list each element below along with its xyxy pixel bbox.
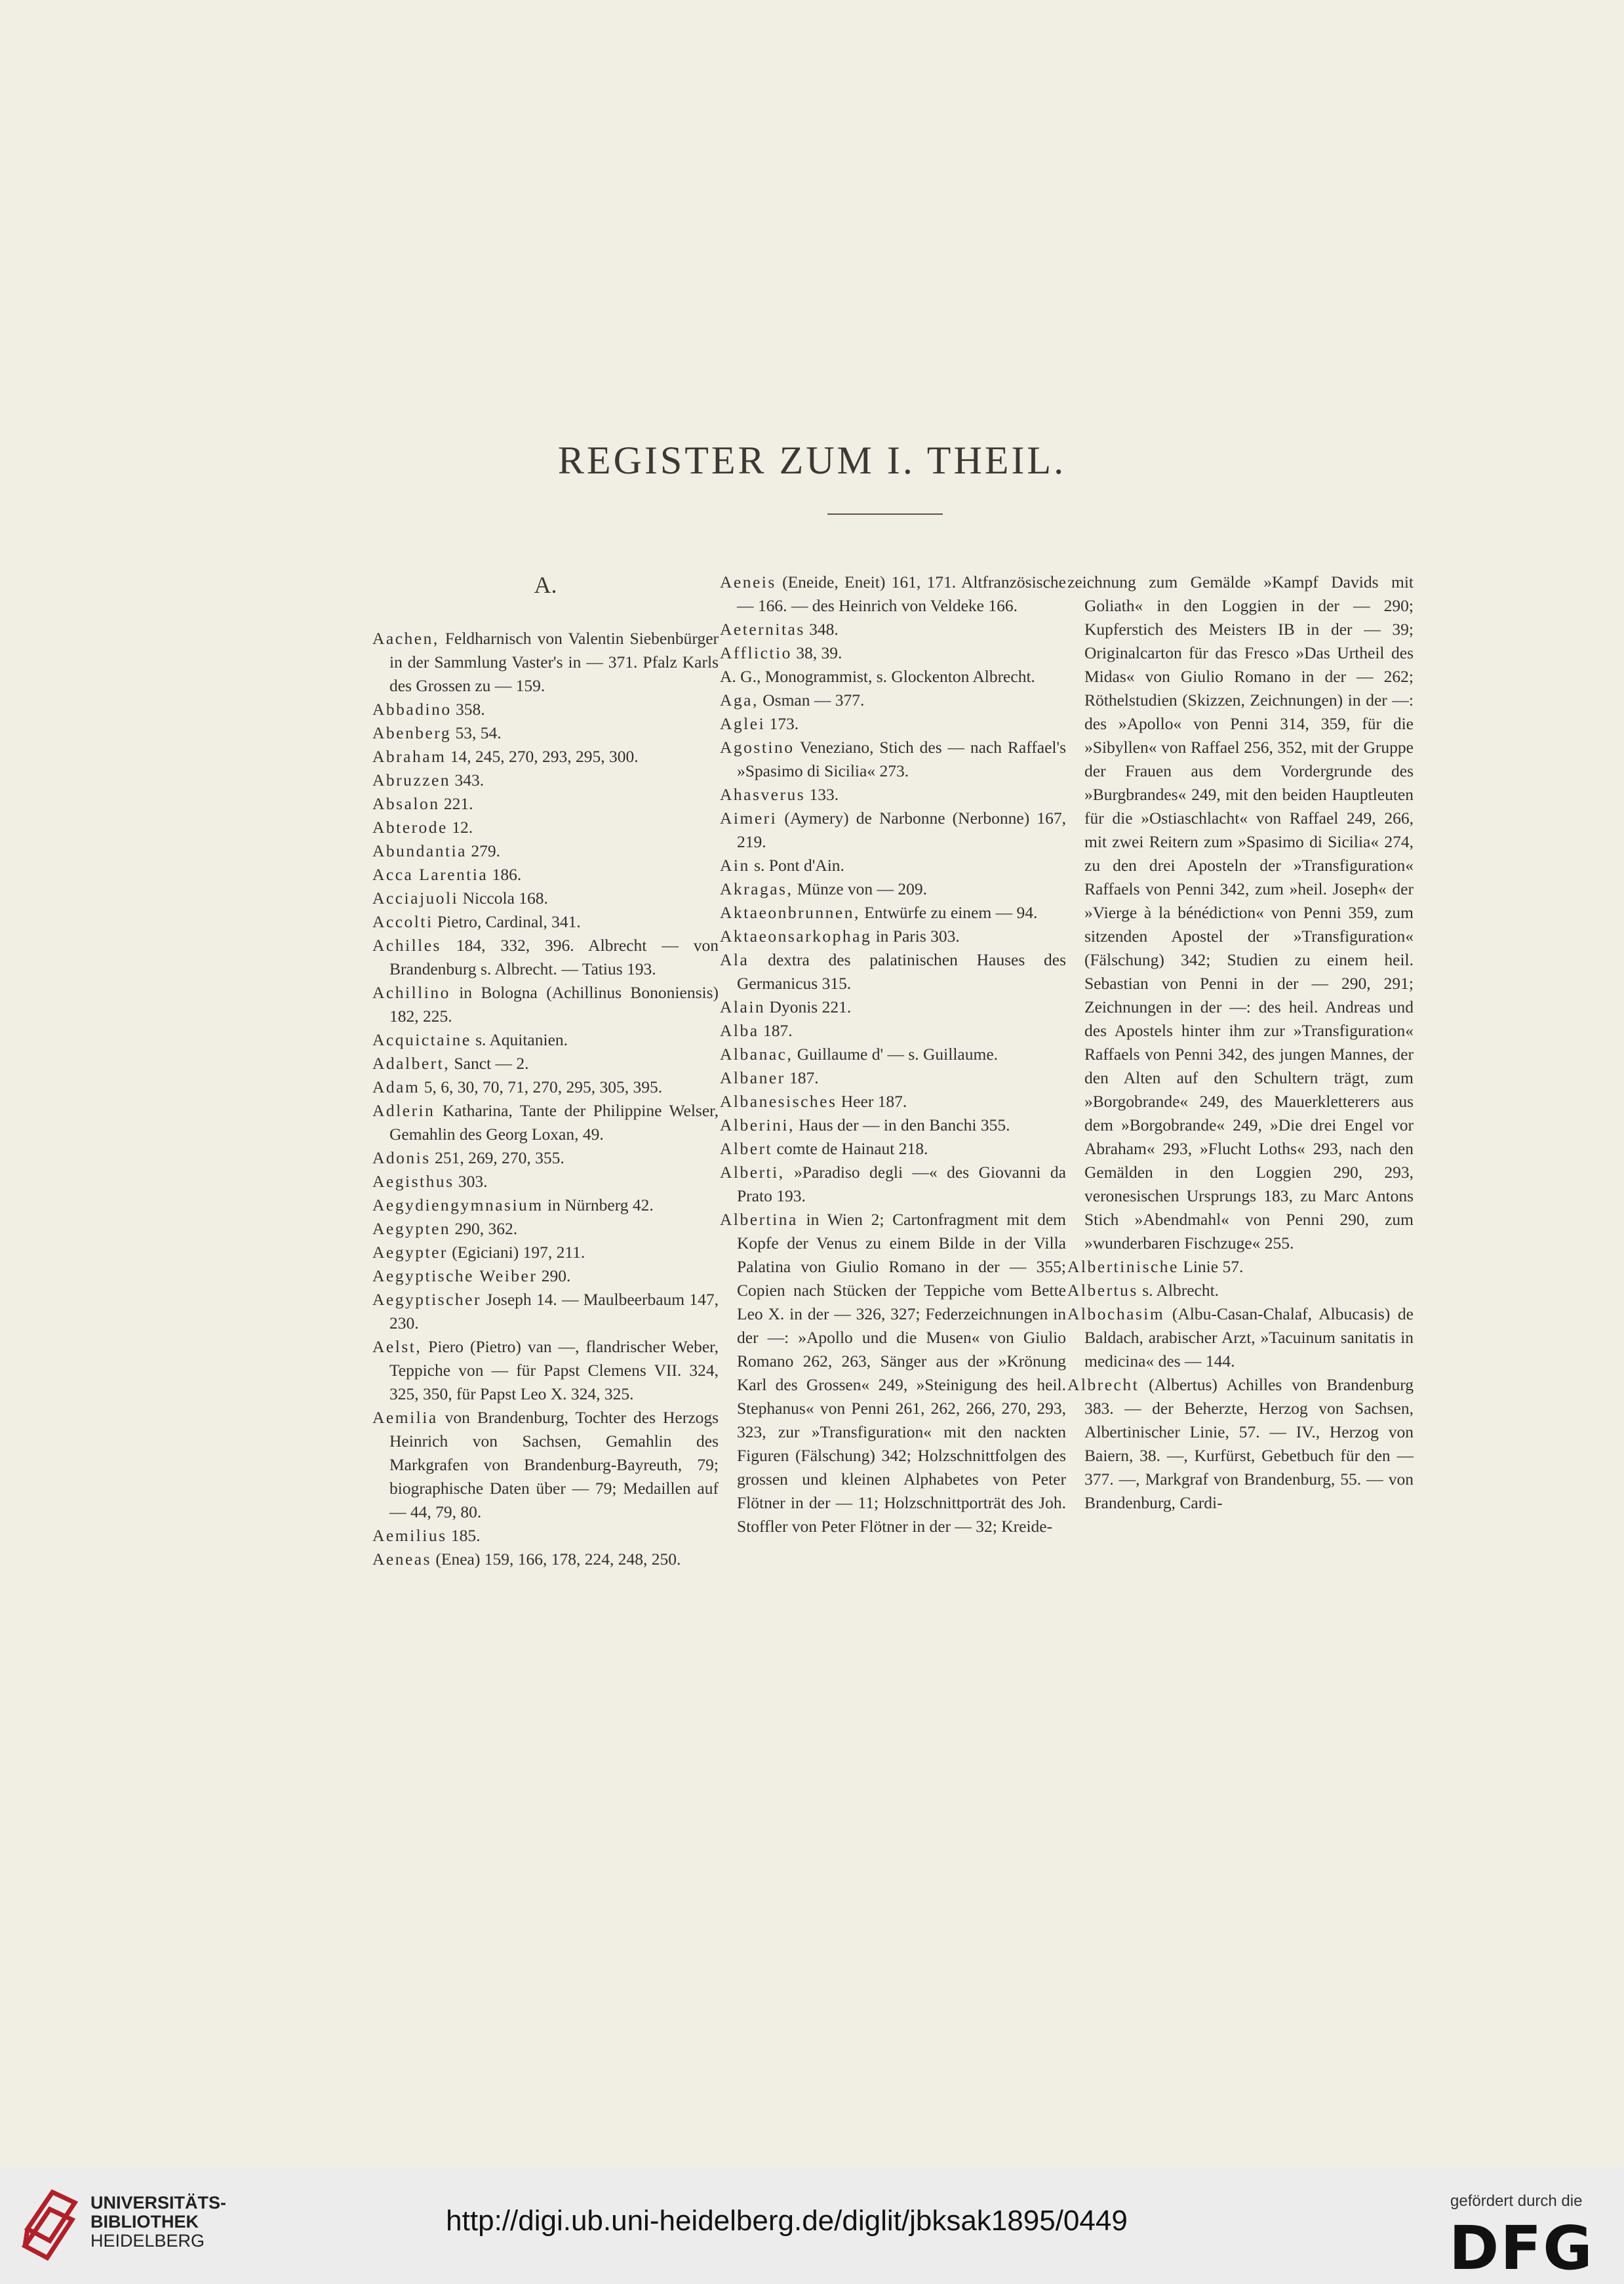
index-entry [372,1335,719,1406]
index-column-3 [1067,571,1414,1515]
index-entry [720,925,1066,948]
university-library-logo-icon [18,2183,81,2268]
index-entry [372,1524,719,1548]
entry-text: s. Aquitanien. [471,1030,568,1049]
index-entry [720,1019,1066,1043]
entry-keyword: Adalbert, [372,1054,450,1073]
entry-keyword: Abenberg [372,723,452,742]
entry-keyword: Ala [720,950,749,969]
index-entry [372,1241,719,1264]
entry-text: 251, 269, 270, 355. [430,1148,564,1167]
entry-keyword: Acciajuoli [372,889,459,908]
entry-keyword: Accolti [372,912,433,931]
index-entry [720,1090,1066,1113]
entry-keyword: Abruzzen [372,771,451,790]
entry-keyword: Aegyptischer [372,1290,481,1309]
entry-keyword: Acquictaine [372,1030,471,1049]
entry-text: 12. [447,818,473,837]
index-entry [372,863,719,887]
entry-text: 184, 332, 396. Albrecht — von Brandenburg s. Albrecht. — Tatius 193. [389,936,719,978]
index-entry [372,1075,719,1099]
index-entry [372,934,719,981]
index-entry [372,745,719,769]
index-entry [372,1217,719,1241]
entry-keyword: Aemilius [372,1526,447,1545]
entry-keyword: Abundantia [372,841,467,860]
index-entry [372,1028,719,1052]
index-entry [720,1066,1066,1090]
permalink-url[interactable]: http://digi.ub.uni-heidelberg.de/diglit/jbksak1895/0449 [446,2205,1128,2237]
entry-text: in Nürnberg 42. [543,1195,654,1214]
entry-text: Münze von — 209. [793,879,928,898]
entry-text: (Albu-Casan-Chalaf, Albucasis) de Baldach, arabischer Arzt, »Tacuinum sanitatis in medicina« des — 144. [1084,1304,1414,1371]
entry-text: Veneziano, Stich des — nach Raffael's »Spasimo di Sicilia« 273. [737,738,1066,780]
library-name [90,2194,226,2251]
section-letter: A. [534,572,557,598]
library-name-line: UNIVERSITÄTS- [90,2193,227,2213]
entry-keyword: Alberini, [720,1115,795,1134]
entry-text: 221. [439,794,473,813]
entry-text: 279. [466,841,500,860]
entry-text: (Enea) 159, 166, 178, 224, 248, 250. [431,1550,681,1569]
index-entry [372,1548,719,1571]
entry-keyword: Ahasverus [720,785,806,804]
index-entry [720,901,1066,925]
entry-text: Entwürfe zu einem — 94. [860,903,1038,922]
entry-text: 14, 245, 270, 293, 295, 300. [446,747,639,766]
index-entry [372,769,719,792]
entry-text: dextra des palatinischen Hauses des Germanicus 315. [737,950,1066,993]
index-entry [720,807,1066,854]
entry-text: zeichnung zum Gemälde »Kampf Davids mit Goliath« in den Loggien in der — 290; Kupferstich des Meisters IB in der — 39; Originalcarton für das Fresco »Das Urtheil des Midas« von Giulio Romano in der — 262; Röthelstudien (Skizzen, Zeichnungen) in der —: des »Apollo« von Penni 314, 359, für die »Sibyllen« von Raffael 256, 352, mit der Gruppe der Frauen aus dem Vordergrunde des »Burgbrandes« 249, mit den beiden Hauptleuten für die »Ostiaschlacht« von Raffael 249, 266, mit zwei Reitern zum »Spasimo di Sicilia« 274, zu den drei Aposteln der »Transfiguration« Raffaels von Penni 342, zum »heil. Joseph« der »Vierge à la bénédiction« von Penni 359, zum sitzenden Apostel der »Transfiguration« (Fälschung) 342; Studien zu einem heil. Sebastian von Penni in der — 290, 291; Zeichnungen in der —: des heil. Andreas und des Apostels hinter ihm zur »Transfiguration« Raffaels von Penni 342, des jungen Mannes, der den Alten auf den Schultern trägt, zum »Borgobrande« 249, des Mauerkletterers aus dem »Borgobrande« 249, »Die drei Engel vor Abraham« 293, »Flucht Loths« 293, nach den Gemälden in den Loggien 290, 293, veronesischen Ursprungs 183, zu Marc Antons Stich »Abendmahl« von Penni 290, zum »wunderbaren Fischzuge« 255. [1067,572,1414,1252]
entry-text: Feldharnisch von Valentin Siebenbürger in der Sammlung Vaster's in — 371. Pfalz Karls des Grossen zu — 159. [389,629,719,695]
entry-keyword: Aegypten [372,1219,451,1238]
index-entry [372,627,719,698]
entry-keyword: Aktaeonbrunnen, [720,903,860,922]
entry-keyword: Aegypter [372,1243,448,1262]
entry-text: 187. [785,1068,819,1087]
index-entry [372,792,719,816]
entry-text: 343. [450,771,485,790]
entry-keyword: Aelst, [372,1337,422,1356]
entry-keyword: Albrecht [1067,1375,1139,1394]
entry-text: Joseph 14. — Maulbeerbaum 147, 230. [389,1290,719,1332]
entry-text: 358. [451,700,485,719]
entry-text: 173. [765,714,799,733]
entry-text: (Aymery) de Narbonne (Nerbonne) 167, 219. [737,809,1066,851]
entry-keyword: Alba [720,1021,759,1040]
entry-text: Pietro, Cardinal, 341. [433,912,581,931]
entry-keyword: Albertus [1067,1281,1138,1300]
entry-text: s. Albrecht. [1138,1281,1219,1300]
entry-text: Katharina, Tante der Philippine Welser, Gemahlin des Georg Loxan, 49. [389,1101,719,1144]
funding-note: gefördert durch die [1450,2192,1583,2210]
entry-text: (Egiciani) 197, 211. [447,1243,585,1262]
index-entry [720,689,1066,712]
entry-text: 186. [488,865,522,884]
entry-keyword: Albanesisches [720,1092,837,1111]
entry-text: 348. [804,620,839,639]
entry-text: Dyonis 221. [765,997,852,1016]
index-entry [720,877,1066,901]
entry-keyword: Aachen, [372,629,439,648]
index-entry [720,618,1066,641]
entry-text: Heer 187. [837,1092,907,1111]
entry-keyword: Akragas, [720,879,793,898]
index-entry [372,698,719,721]
index-entry [372,1052,719,1075]
entry-text: in Bologna (Achillinus Bononiensis) 182, 225. [389,983,719,1026]
entry-text: 38, 39. [791,643,842,662]
library-name-line: HEIDELBERG [90,2231,205,2251]
index-column-2 [720,571,1066,1538]
index-entry [720,995,1066,1019]
entry-text: (Albertus) Achilles von Brandenburg 383. — der Beherzte, Herzog von Sachsen, Albertinischer Linie, 57. — IV., Herzog von Baiern, 38. —, Kurfürst, Gebetbuch für den — 377. —, Markgraf von Brandenburg, 55. — von Brandenburg, Cardi- [1084,1375,1414,1512]
entry-text: Sanct — 2. [450,1054,529,1073]
entry-keyword: Abterode [372,818,448,837]
entry-text: Osman — 377. [758,691,865,710]
entry-keyword: Abbadino [372,700,452,719]
index-entry [372,887,719,910]
entry-keyword: Ain [720,856,750,875]
index-entry [720,1137,1066,1161]
index-entry [372,839,719,863]
entry-keyword: Albert [720,1139,773,1158]
library-name-line: BIBLIOTHEK [90,2212,199,2232]
entry-keyword: Aeneas [372,1550,432,1569]
entry-keyword: Albaner [720,1068,785,1087]
index-entry [372,1170,719,1193]
index-entry [720,1161,1066,1208]
entry-keyword: Absalon [372,794,440,813]
entry-text: von Brandenburg, Tochter des Herzogs Heinrich von Sachsen, Gemahlin des Markgrafen von Brandenburg-Bayreuth, 79; biographische Daten über — 79; Medaillen auf — 44, 79, 80. [389,1408,719,1521]
entry-keyword: Aeneis [720,572,776,591]
entry-keyword: Aglei [720,714,766,733]
entry-keyword: Aegydiengymnasium [372,1195,544,1214]
index-entry [372,910,719,934]
dfg-logo: DFG [1449,2213,1594,2283]
index-entry [1067,1373,1414,1515]
index-entry [372,1193,719,1217]
index-entry [372,816,719,839]
index-entry [372,1288,719,1335]
index-entry [720,854,1066,877]
entry-keyword: Aeternitas [720,620,805,639]
entry-text: A. G., Monogrammist, s. Glockenton Albrecht. [720,667,1035,686]
index-entry [720,783,1066,807]
index-entry [1067,1279,1414,1302]
index-entry [372,1099,719,1146]
index-entry [720,571,1066,618]
entry-keyword: Adam [372,1077,420,1096]
entry-text: in Paris 303. [871,927,960,946]
entry-text: 303. [454,1172,488,1191]
entry-keyword: Adonis [372,1148,431,1167]
index-entry [1067,1255,1414,1279]
entry-text: Haus der — in den Banchi 355. [794,1115,1010,1134]
entry-keyword: Alain [720,997,766,1016]
entry-text: 133. [805,785,839,804]
entry-keyword: Aktaeonsarkophag [720,927,872,946]
entry-keyword: Achillino [372,983,450,1002]
index-entry [720,736,1066,783]
title-divider [827,513,943,515]
index-entry [372,1146,719,1170]
entry-keyword: Abraham [372,747,446,766]
index-entry [372,721,719,745]
index-entry [372,981,719,1028]
entry-keyword: Aegyptische Weiber [372,1266,538,1285]
entry-keyword: Alberti, [720,1163,785,1182]
entry-text: Niccola 168. [458,889,548,908]
index-entry [720,1113,1066,1137]
entry-text: 53, 54. [451,723,502,742]
entry-keyword: Adlerin [372,1101,435,1120]
index-entry [720,712,1066,736]
entry-text: Piero (Pietro) van —, flandrischer Weber, Teppiche von — für Papst Clemens VII. 324, 325, 350, für Papst Leo X. 324, 325. [389,1337,719,1403]
entry-keyword: Albochasim [1067,1304,1165,1323]
entry-text: 5, 6, 30, 70, 71, 270, 295, 305, 395. [420,1077,663,1096]
entry-keyword: Aimeri [720,809,778,828]
entry-keyword: Aga, [720,691,759,710]
entry-text: comte de Hainaut 218. [772,1139,928,1158]
entry-text: 185. [446,1526,481,1545]
index-entry [720,1208,1066,1538]
entry-text: s. Pont d'Ain. [749,856,844,875]
entry-keyword: Aegisthus [372,1172,454,1191]
entry-text: in Wien 2; Cartonfragment mit dem Kopfe der Venus zu einem Bilde in der Villa Palatina von Giulio Romano in der — 355; Copien nach Stücken der Teppiche vom Bette Leo X. in der — 326, 327; Federzeichnungen in der —: »Apollo und die Musen« von Giulio Romano 262, 263, Sänger aus der »Krönung Karl des Grossen« 249, »Steinigung des heil. Stephanus« von Penni 261, 262, 266, 270, 293, 323, zur »Transfiguration« mit den nackten Figuren (Fälschung) 342; Holzschnittfolgen des grossen und kleinen Alphabetes von Peter Flötner in der — 11; Holzschnittporträt des Joh. Stoffler von Peter Flötner in der — 32; Kreide- [737,1210,1066,1536]
index-entry [720,665,1066,689]
entry-text: 290. [537,1266,571,1285]
entry-text: 187. [759,1021,793,1040]
entry-keyword: Aemilia [372,1408,438,1427]
page-title: REGISTER ZUM I. THEIL. [557,439,1067,482]
entry-keyword: Achilles [372,936,441,955]
entry-keyword: Agostino [720,738,795,757]
entry-keyword: Albertinische [1067,1257,1179,1276]
index-column-1 [372,571,719,1571]
viewer-footer [0,2167,1624,2284]
entry-text: »Paradiso degli —« des Giovanni da Prato 193. [737,1163,1066,1205]
index-entry [372,1406,719,1524]
entry-text: (Eneide, Eneit) 161, 171. Altfranzösische — 166. — des Heinrich von Veldeke 166. [737,572,1066,615]
entry-text: 290, 362. [450,1219,518,1238]
entry-keyword: Albertina [720,1210,798,1229]
index-entry [372,1264,719,1288]
entry-text: Linie 57. [1178,1257,1244,1276]
index-entry [1067,1302,1414,1373]
index-entry [720,641,1066,665]
entry-text: Guillaume d' — s. Guillaume. [793,1045,999,1064]
entry-keyword: Albanac, [720,1045,793,1064]
index-entry [1067,571,1414,1255]
entry-keyword: Afflictio [720,643,792,662]
entry-keyword: Acca Larentia [372,865,488,884]
index-entry [720,1043,1066,1066]
index-entry [720,948,1066,995]
